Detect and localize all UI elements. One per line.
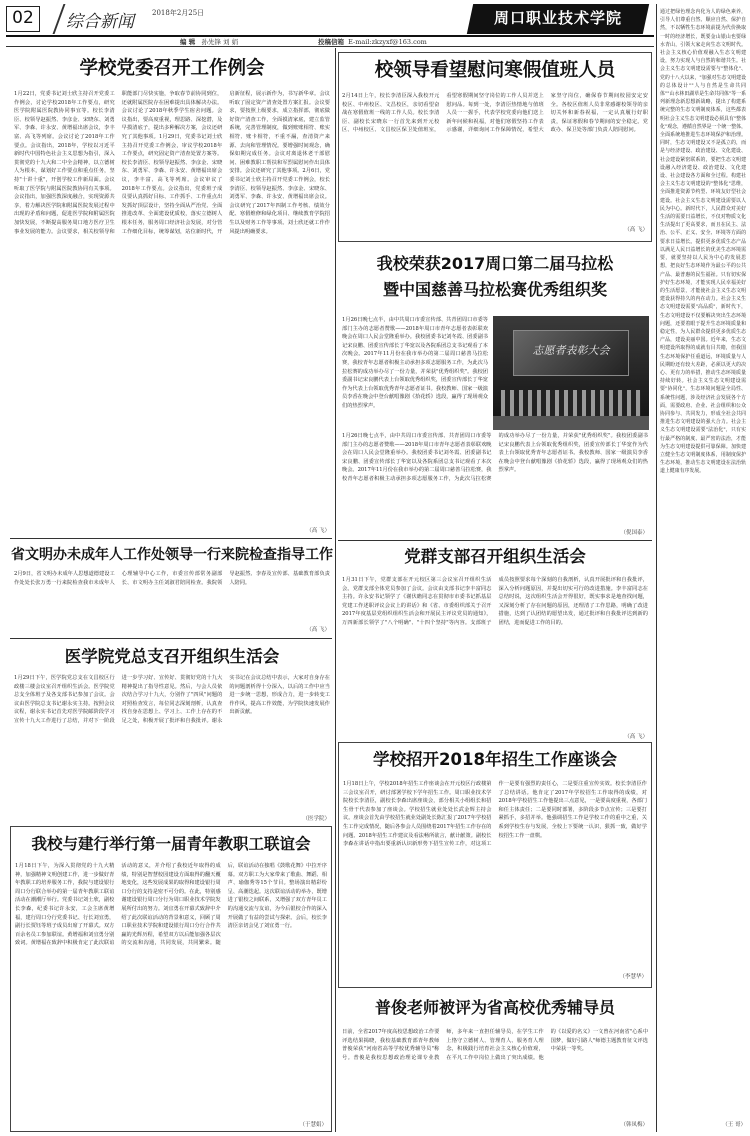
section-slash (41, 4, 66, 34)
editor-line: 编 辑 孙先锋 刘 娟 (180, 38, 239, 46)
article-byline: （高 飞） (306, 627, 330, 633)
article-body: 1月18日上午，学校2018年招生工作座谈会在开元校区行政楼第三会议室召开，研讨部署学校下学年招生工作。周口职业技术学院校长李清臣，副校长李森出席座谈会，部分相关小组组长和招生骨干代表参加了座谈会。学校招生就业处处长武金辉主持会议。座谈会首先由学校招生就业处副处长陈汇报了2017年学校招生工作完成情况，随后各参会人员围绕着2017年招生工作存在的问题、2018年招生工作建议及看法畅所欲言，献计献策。副校长李森在讲话中指出要重新认识新形势下招生宣传工作，对这项工作一是要有强烈的责任心，二是要注重宣传实效。校长李清臣作了总结讲话。他肯定了2017年学校招生工作取得的成绩，对2018年学校招生工作他提出三点意见，一是要高度重视，各部门和任主体责任；二是要同时部署，多阶段多节点宣传；三是要打紧抓手，多招并举。他强调招生工作是学校工作的重中之重，关系到学校生存与发展，全校上下要统一认识，狠抓一致，做好学校招生工作一盘棋。 (343, 781, 647, 848)
article-title: 我校与建行举行第一届青年教职工联谊会 (31, 835, 311, 853)
article-byline: （倪国泰） (620, 530, 648, 536)
page-number: 02 (6, 6, 40, 32)
crowd-row (501, 390, 641, 416)
article-body-cont: 1月26日晚七点半，由中共周口市委宣传部、共青团周口市委等部门主办的志愿者赞歌——2018年周口市青年志愿者表彰联欢晚会在周口人民会堂隆重举办。我校团委书记刘冬霞、团委副书记宋良鹏、团委宣传部长丁华宽以及各院系团总支书记观看了本次晚会。2017年11月份在我市举办的第二届周口慈善马拉松赛，我校青年志愿者积极主动承担多项志愿服务工作，为此次马拉松赛的成功举办尽了一份力量，并荣获"优秀组织奖"。我校团委副书记宋良鹏代表上台领取优秀组织奖，团委宣传部长丁华宽作为代表上台领取优秀青年志愿者证书。我校教师、国家一级演员李香在晚会中登台献唱豫剧《拾花轿》选段，赢得了现场观众们的热烈掌声。 (342, 433, 648, 482)
column-rule (335, 48, 336, 1132)
article-byline: （高 飞） (624, 227, 648, 233)
stage-floor (493, 416, 649, 430)
article-byline: （医学院） (302, 816, 330, 822)
article-body: 2月14日上午，校长李清臣深入我校开元校区、中州校区、文昌校区，亲切看望奋战在寒假值班一线的工作人员。校长李清臣、副校长宋晓东一行首先来到开元校区、中州校区、文昌校区保卫处值班室，看望寒假期间坚守岗位的工作人员并送上慰问品。每到一处，李清臣热情地与值班人员一一握手，代表学校党委向他们送上新年问候和祝福，对他们寒假坚持工作表示感谢，详细询问工作保障情况，希望大家坚守岗位，确保春节期间校园安定安全。各校区值班人员非常感谢校领导的亲切关怀和新春祝福，一定认真履行好职责，保证寒假和春节期间的安全稳定。党政办、保卫处等部门负责人陪同慰问。 (342, 93, 648, 134)
article-body: 1月18日下午，为深入贯彻党的十九大精神，加强精神文明创建工作，进一步做好青年教职工的培养服务工作，我院与建设银行周口分行联合举办的第一届青年教职工联谊活动在潮潮厅举行。党委书记刘士欣，副校长李森，纪委书记许永安，工会主席黄增福，建行周口分行党委书记、行长刘宜勇，副行长贾钰等班子成员出席了开幕式。双方百余名员工参加联谊。黄增福和刘宜勇分别致词。黄增福在致辞中积极肯定了此次联谊活动的意义，并介绍了我校近年取得的成绩，特别是智慧校园建设方面取得的翻天覆地变化，这些发展成果的取得和建设银行周口分行的支持是密不可分的。在此，特别感谢建设银行周口分行为周口职业技术学院发展所付出的努力。刘宜勇在开幕式致辞中介绍了此次联谊活动的背景和意义，回顾了周口职业技术学院和建设银行周口分行合作共赢的光辉历程，希望双方以后能加强各层次的交流和沟通，共同发展，共同繁荣。随后，联谊活动在独唱《鼓歌花舞》中拉开序幕。双方职工为大家带来了歌曲、舞蹈、相声、瑜伽秀等15个节目。整场演出精彩纷呈、高潮迭起。这次联谊活动的举办，既增进了银校之间联系，又增强了双方青年员工的沟通交流与友谊，为今后银校合作的深入开展做了有益的尝试与探索。会后，校长李清臣亲切会见了刘宜勇一行。 (15, 863, 327, 947)
event-photo (493, 316, 649, 430)
article-title: 普俊老师被评为省高校优秀辅导员 (374, 998, 615, 1017)
brand-name: 周口职业技术学院 (493, 9, 622, 27)
divider (10, 538, 332, 539)
issue-date: 2018年2月25日 (152, 9, 205, 17)
article-title: 省文明办未成年人工作处领导一行来院检查指导工作 (11, 547, 333, 563)
divider (338, 540, 652, 541)
article-body: 1月26日晚七点半，由中共周口市委宣传部、共青团周口市委等部门主办的志愿者赞歌——2018年周口市青年志愿者表彰联欢晚会在周口人民会堂隆重举办。我校团委书记刘冬霞、团委副书记宋良鹏、团委宣传部长丁华宽以及各院系团总支书记观看了本次晚会。2017年11月份在我市举办的第二届周口慈善马拉松赛，我校青年志愿者积极主动承担多项志愿服务工作，为此次马拉松赛的成功举办尽了一份力量，并荣获"优秀组织奖"。我校团委副书记宋良鹏代表上台领取优秀组织奖，团委宣传部长丁华宽作为代表上台领取优秀青年志愿者证书。我校教师、国家一级演员李香在晚会中登台献唱豫剧《拾花轿》选段，赢得了现场观众们的热烈掌声。 (342, 317, 488, 409)
sidebar-byline: （王 哥） (722, 1122, 746, 1128)
article-title: 学校招开2018年招生工作座谈会 (373, 750, 617, 769)
photo-caption: 志愿者表彰大会 (532, 344, 610, 357)
article-title: 我校荣获2017周口第二届马拉松 (376, 254, 614, 273)
article-title: 党群支部召开组织生活会 (404, 547, 586, 566)
article-byline: （韩凤梅） (620, 1122, 648, 1128)
article-body: 1月31日下午，党群支部在开元校区第三会议室召开组织生活会。党群支部全体党员参加了会议。会议由支部书记李丰富同志主持。许永安书记领学了《谢伏瞻同志在贯彻市市委书记抓基层党建工作述职评议会议上的讲话》和《省、市委组织部关于召开2017年度基层党组织组织生活会和开展民主评议党员的通知》，万四新部长领学了"八个明确"、"十四个坚持"等内容。支部班子成员按照要求每个深刻的自我剖析，认真开展批评和自我批评，深入分析问题原因，并提出切实可行的改进措施。李丰富同志在总结时说，这次组织生活会开得很好，既实事求是地查找问题，又深刻分析了存在问题的原因，还理清了工作思路，明确了改进措施，达到了认团结的愿望出发，通过批评和自我批评达到新的团结，进而促进工作的目的。 (342, 577, 648, 626)
section-title: 综合新闻 (66, 12, 134, 32)
article-byline: （高 飞） (624, 734, 648, 740)
article-byline: （高 飞） (306, 528, 330, 534)
masthead-rule-2 (6, 46, 654, 47)
article-title: 校领导看望慰问寒假值班人员 (374, 60, 616, 81)
article-byline: （于慧娟） (299, 1122, 327, 1128)
article-title: 医学院党总支召开组织生活会 (64, 647, 280, 666)
article-body: 1月22日，党委书记刘士欣主持召开党委工作例会，讨论学校2018年工作要点，研究医学院附属医院教协同事宜等。校长李清臣、校领导赵振然、李彦金、宋晓东、刘勇军、李森、许永安、黄增福出席会议，李丰富、高飞等列席。会议讨论了2018年工作要点。会议指出，2018年，学校以习近平新时代中国特色社会主义思想为指引，深入贯彻党的十九大和二中全会精神，以立德树人为根本，谋划好工作要点和重点任务，坚持"十讲十重"，开创学校工作新局面。会议听取了医学院与附属医院教协同有关事项。会议指出，加强医教深度融合，实现资源共享，着力解决医学院和附属医院发展过程中出现的矛盾和问题，促进医学院和附属医院加快发展，不断提高服务周口地方医疗卫生事业发展的能力。会议要求，相关校领导和职能部门尽快实施，争取春节前协同到位，还就附属医院存在困难提出具体解决办法。会议讨论了2018年秋季学生宿舍问题。会议指出，要高度重视，理思路、深挖潜，及早摸清底子，提出多种解决方案，会议还研究了其他事项。1月29日，党委书记刘士欣主持召开党委工作例会，审议学校2018年工作要点，研究固定资产清查处置方案等。校长李清臣、校领导赵振然、李彦金、宋晓东、刘勇军、李森、许永安、黄增福出席会议，李丰富、高飞等列席。会议审议了2018年工作要点。会议指出，党委班子成员要认真抓好目标、工作抓手、工作重点出发抓好顶层设计，坚持全面从严治党、全面推进改革、全面建设优质校，落实立德树人根本任务，服务周口经济社会发展，对分管工作细化目标，统筹谋划，站位新时代，开启新征程，展示新作为，书写新华章。会议听取了固定资产清查处置方案汇报。会议要求，要按照上级要求，成立指挥部，彻底做好资产清查工作，全面摸清家底，建立监管系统，完善管理制度，做到账账相符、账实相符、账卡相符，不重不漏，查清资产来源、去向和管理情况。要增强时间观念，确保如期完成任务。会议对离退休老干部慰问、困难教职工帮扶和军烈属慰问作出具体安排。会议还研究了其他事项。2月6日，党委书记刘士欣主持召开党委工作例会，校长李清臣、校领导赵振然、李彦金、宋晓东、刘勇军、李森、许永安、黄增福出席会议。会议研究了2017年四制工作考核、绩效分配、寒假维修和绿化项目、继续教育学院招生以及财务工作等事项。刘士欣还就工作作风提出明确要求。 (14, 91, 330, 235)
article-byline: （李慧华） (619, 974, 647, 980)
article-title: 学校党委召开工作例会 (79, 58, 265, 79)
email-line: 投稿信箱 E-mail:zkzyxf@163.com (318, 38, 427, 46)
article-body: 日前，全省2017年度高校思想政治工作要评选结果揭晓，我校基础教育部青年教师普俊荣获"河南省高等学校优秀辅导员"称号。普俊是我校思想政治理论课专业教师，多年来一直担任辅导员，在学生工作上恪守立德树人、管理育人、服务育人理念，积极践行培育社会主义核心价值观，在平凡工作中岗位上做出了突出成绩。他的《以爱的名义》一文曾在河南省"心系中国梦，做好引路人"师德主题教育征文评选中荣获一等奖。 (342, 1029, 648, 1061)
divider (10, 638, 332, 639)
article-title-line2: 暨中国慈善马拉松赛优秀组织奖 (382, 280, 607, 299)
article-body: 1月29日下午，医学院党总支在文昌校区行政楼三楼会议室召开组织生活会。医学院党总支全体班子及各支部书记参加了会议。会议由医学院总支书记谢永实主持。按照会议议程，谢永实书记首先对医学院邮阶段学习宣传十九大工作进行了总结，并对下一阶段进一步学习好、宣传好、贯彻好党的十九大精神提出了指导性意见。然后，与会人员依次结合学习十九大，分别作了"四风"问题的对照检查发言，每位同志深刻剖析，认真查找自身在思想上、学习上、工作上存在的不足之处，积极开展了批评和自我批评。谢永实书记在会议总结中表示，大家对自身存在的问题剖析得十分深入，以后的工作中应当进一步统一思想，形成合力，进一步转变工作作风，提高工作效能，为学院快速发展作出新贡献。 (14, 675, 330, 724)
sidebar-rule (656, 4, 657, 1132)
sidebar-body: 通过把绿色理念内化为人的绿色素养，引导人们尊重自然、顺应自然、保护自然，不以牺牲生态环境前提为代价换取一时的经济增长，既要金山银山也要绿水青山，引领大家走向生态文明时代。社会主义核心价值观融入生态文明建设，努力实现人与自然的和谐共生。社会主义生态文明建设需要与"整体化"、党的十八大以来，"加强对生态文明建设的总体设计""人与自然是生命共同体""山水林田湖草是生命共同体"等一系列新理念新思想新战略，提出了构建系统完整的生态文明制度体系，这些都表明社会主义生态文明建设必须具有"整体化"观念，遵循自然界是一个统一整体，全面系统地推进生态环境保护和治理。同时，生态文明建设又不是孤立的，而是与经济建设、政治建设、文化建设、社会建设紧密联系的，要把生态文明建设融入经济建设、政治建设、文化建设、社会建设各方面和全过程。构建社会主义生态文明建设的"整体化"思维，全面推进资源节约型、环境友好型社会建设。社会主义生态文明建设需要以人民为中心。新时代下，人民群众对美好生活的需要日益增长，不仅对物质文化生活提出了更高要求，而且在民主、法治、公平、正义、安全、环境等方面的要求日益增长。提供更多优质生态产品以满足人民日益增长的优美生态环境需要，就要坚持以人民为中心的发展思想，把良好生态环境作为最公平的公共产品、最普惠的民生福祉。只有切实保护好生态环境，才能实现人民幸福美好的生活愿景，才能使社会主义生态文明建设获得持久的内在动力。社会主义生态文明建设需要"高品质"，新时代下，生态文明建设不仅要解决突出生态环境问题，还要着眼于提升生态环境质量和稳定性，为人民群众提供更多优质生态产品，建设美丽中国。近年来，生态文明建设所取得的成就有目共睹，但我国生态环境保护任重道远，环境质量与人民期盼还有较大差距，必须以更大的决心、更有力的举措，推动生态环境质量持续好转。社会主义生态文明建设需要"协同化"，生态环境问题是全局性、系统性问题，涉及经济社会发展各个方面，需要政府、企业、社会组织和公众协同参与、共同发力，形成全社会共同推进生态文明建设的强大合力。社会主义生态文明建设需要"法治化"，只有实行最严格的制度、最严密的法治，才能为生态文明建设提供可靠保障。加快建立健全生态文明制度体系，用制度保护生态环境，推动生态文明建设在法治轨道上健康有序发展。 (660, 9, 746, 475)
article-body: 2月9日，省文明办未成年人思想道德建设工作处处长张万勇一行来院检查我市未成年人心理辅导中心工作，市委宣传部常务副部长、市文明办主任刘淑君陪同检查。我院领导赵振然、李春及宣传部、基础教育部负责人陪同。 (14, 571, 330, 586)
